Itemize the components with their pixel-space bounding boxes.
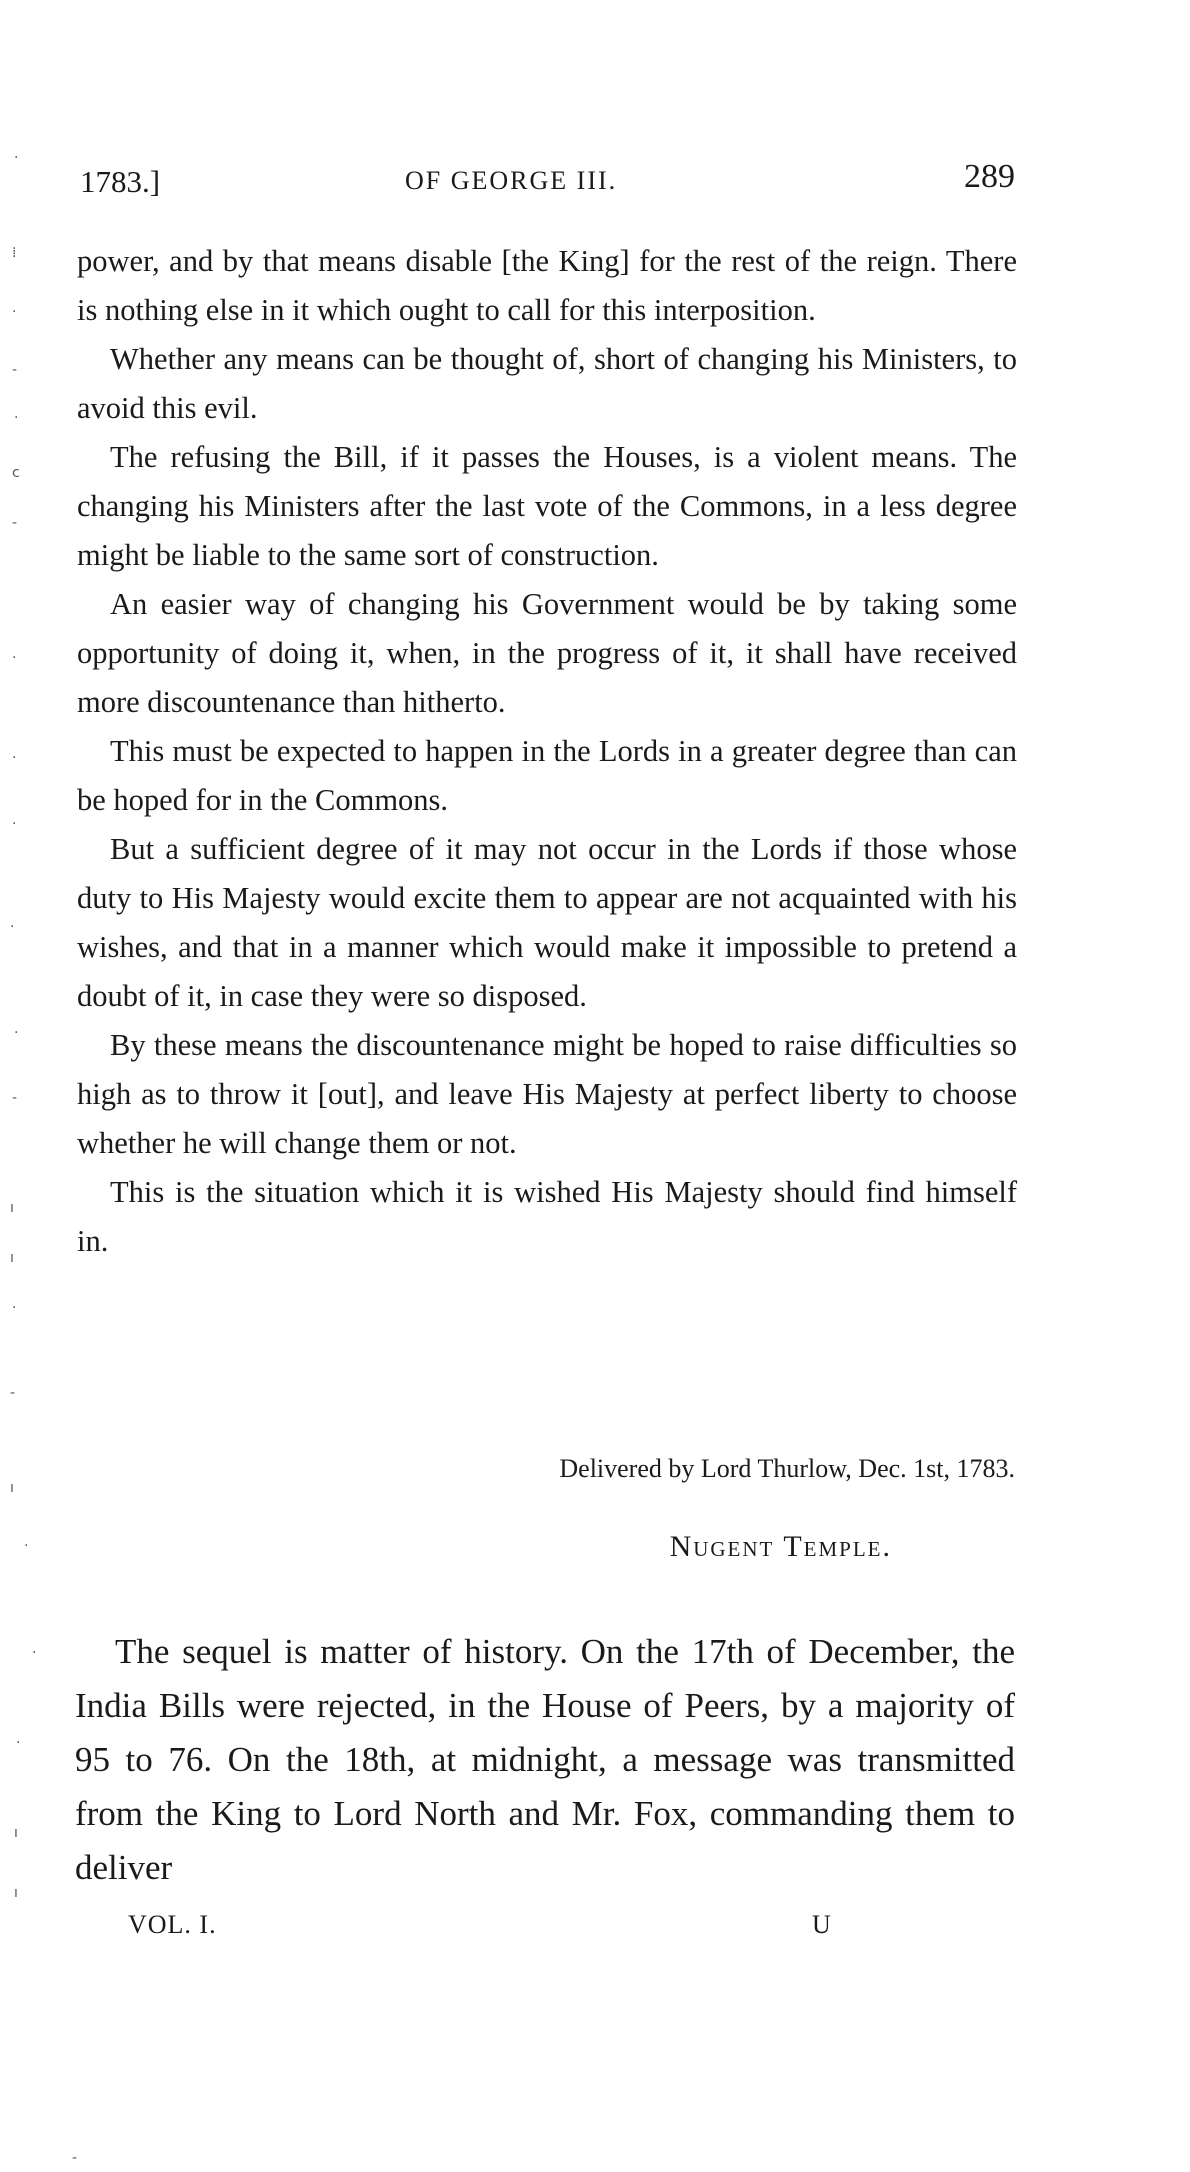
volume-label: VOL. I. <box>128 1910 217 1939</box>
margin-bleed-marks: · ⁞ . - · c - · · . . · - ı ı · - ı · · · ı ı - <box>10 150 78 2166</box>
signature: Nugent Temple. <box>669 1530 892 1563</box>
paragraph: This is the situation which it is wished His Majesty should find himself in. <box>77 1175 1017 1258</box>
running-head <box>80 158 1015 198</box>
paragraph: The refusing the Bill, if it passes the Houses, is a violent means. The changing his Ministers after the last vote of the Commons, in a less degree might be liable to the same sort of construction. <box>77 440 1017 572</box>
delivered-note: Delivered by Lord Thurlow, Dec. 1st, 1783. <box>559 1454 1015 1483</box>
sequel-text <box>75 1625 1015 1895</box>
paragraph: An easier way of changing his Government would be by taking some opportunity of doing it, when, in the progress of it, it shall have received more discountenance than hitherto. <box>77 587 1017 719</box>
paragraph: This must be expected to happen in the Lords in a greater degree than can be hoped for in the Commons. <box>77 734 1017 817</box>
paragraph: power, and by that means disable [the King] for the rest of the reign. There is nothing else in it which ought to call for this interposition. <box>77 244 1017 327</box>
paragraph: But a sufficient degree of it may not occur in the Lords if those whose duty to His Majesty would excite them to appear are not acquainted with his wishes, and that in a manner which would make it impossible to pretend a doubt of it, in case they were so disposed. <box>77 832 1017 1013</box>
paragraph: By these means the discountenance might be hoped to raise difficulties so high as to throw it [out], and leave His Majesty at perfect liberty to choose whether he will change them or not. <box>77 1028 1017 1160</box>
signature-mark: U <box>812 1910 831 1939</box>
paragraph: Whether any means can be thought of, short of changing his Ministers, to avoid this evil. <box>77 342 1017 425</box>
running-head-title: OF GEORGE III. <box>405 166 618 195</box>
paragraph: The sequel is matter of history. On the 17th of December, the India Bills were rejected, in the House of Peers, by a majority of 95 to 76. On the 18th, at midnight, a message was transmitted from the King to Lord North and Mr. Fox, commanding them to deliver <box>75 1632 1015 1887</box>
page-footer <box>128 1910 848 1950</box>
running-head-year: 1783.] <box>80 164 161 199</box>
memorandum-text <box>77 237 1017 1266</box>
page-number: 289 <box>964 158 1015 195</box>
